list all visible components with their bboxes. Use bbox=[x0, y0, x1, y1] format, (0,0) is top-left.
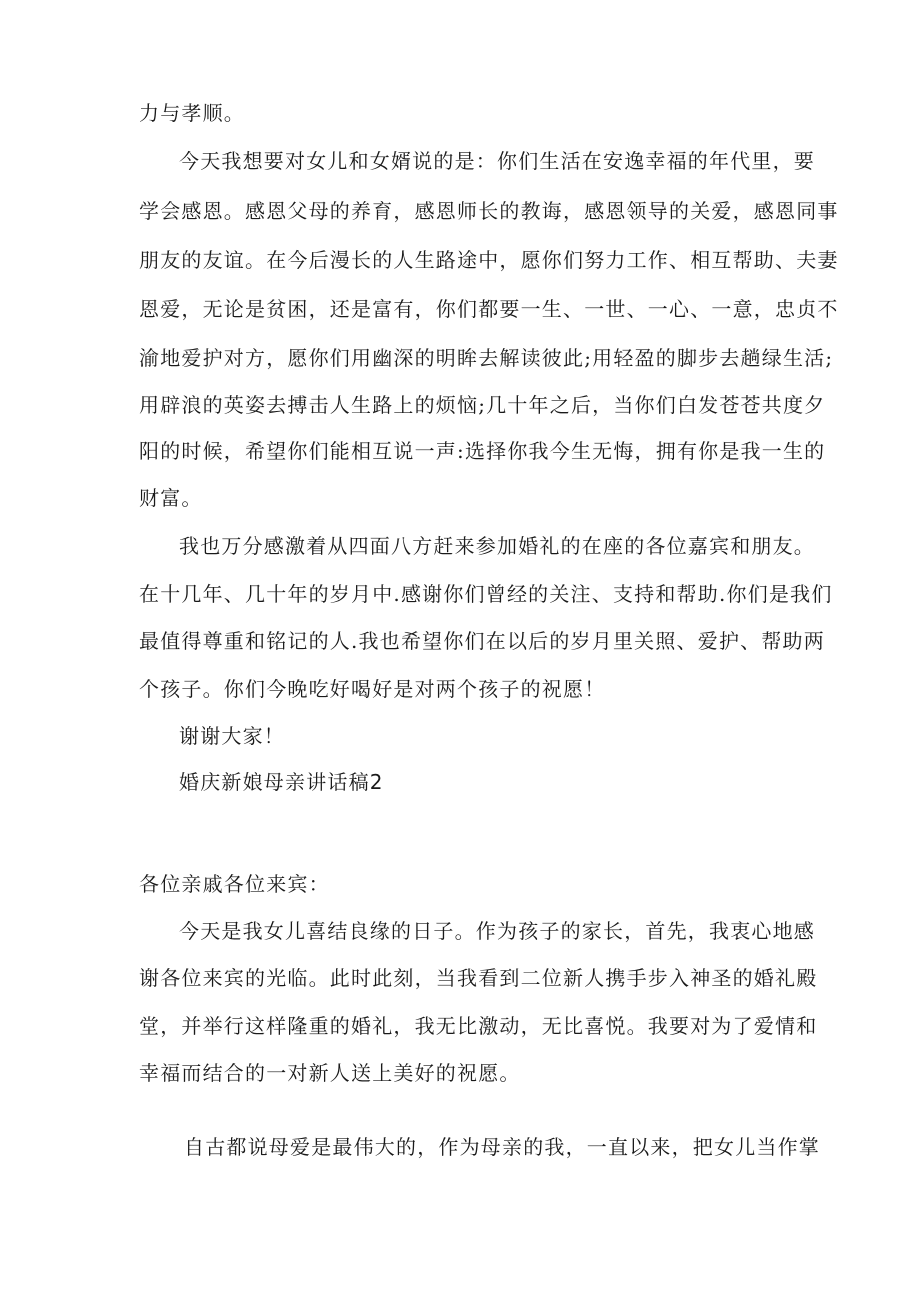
text-line: 学会感恩。感恩父母的养育，感恩师长的教诲，感恩领导的关爱，感恩同事 bbox=[139, 199, 839, 223]
text-line: 用辟浪的英姿去搏击人生路上的烦恼;几十年之后，当你们白发苍苍共度夕 bbox=[139, 393, 826, 417]
paragraph-line: 今天我想要对女儿和女婿说的是：你们生活在安逸幸福的年代里，要 bbox=[179, 149, 815, 173]
paragraph-line: 我也万分感激着从四面八方赶来参加婚礼的在座的各位嘉宾和朋友。 bbox=[179, 534, 815, 558]
text-line: 朋友的友谊。在今后漫长的人生路途中，愿你们努力工作、相互帮助、夫妻 bbox=[139, 248, 839, 272]
text-line: 阳的时候，希望你们能相互说一声:选择你我今生无悔，拥有你是我一生的 bbox=[139, 439, 826, 463]
text-line: 谢各位来宾的光临。此时此刻，当我看到二位新人携手步入神圣的婚礼殿 bbox=[139, 966, 818, 990]
text-line: 在十几年、几十年的岁月中.感谢你们曾经的关注、支持和帮助.你们是我们 bbox=[139, 582, 833, 606]
text-line: 堂，并举行这样隆重的婚礼，我无比激动，无比喜悦。我要对为了爱情和 bbox=[139, 1014, 818, 1038]
closing-line: 谢谢大家！ bbox=[179, 724, 285, 748]
text-line: 恩爱，无论是贫困，还是富有，你们都要一生、一世、一心、一意，忠贞不 bbox=[139, 297, 839, 321]
text-line: 个孩子。你们今晚吃好喝好是对两个孩子的祝愿！ bbox=[139, 677, 606, 701]
text-line: 财富。 bbox=[139, 486, 203, 510]
paragraph-line: 自古都说母爱是最伟大的，作为母亲的我，一直以来，把女儿当作掌 bbox=[184, 1135, 820, 1159]
paragraph-line: 今天是我女儿喜结良缘的日子。作为孩子的家长，首先，我衷心地感 bbox=[179, 919, 815, 943]
text-line: 幸福而结合的一对新人送上美好的祝愿。 bbox=[139, 1061, 521, 1085]
section-heading: 婚庆新娘母亲讲话稿2 bbox=[179, 770, 384, 794]
text-line: 力与孝顺。 bbox=[139, 101, 245, 125]
text-line: 渝地爱护对方，愿你们用幽深的明眸去解读彼此;用轻盈的脚步去趟绿生活; bbox=[139, 346, 834, 370]
text-line: 最值得尊重和铭记的人.我也希望你们在以后的岁月里关照、爱护、帮助两 bbox=[139, 629, 825, 653]
salutation: 各位亲戚各位来宾： bbox=[139, 872, 330, 896]
